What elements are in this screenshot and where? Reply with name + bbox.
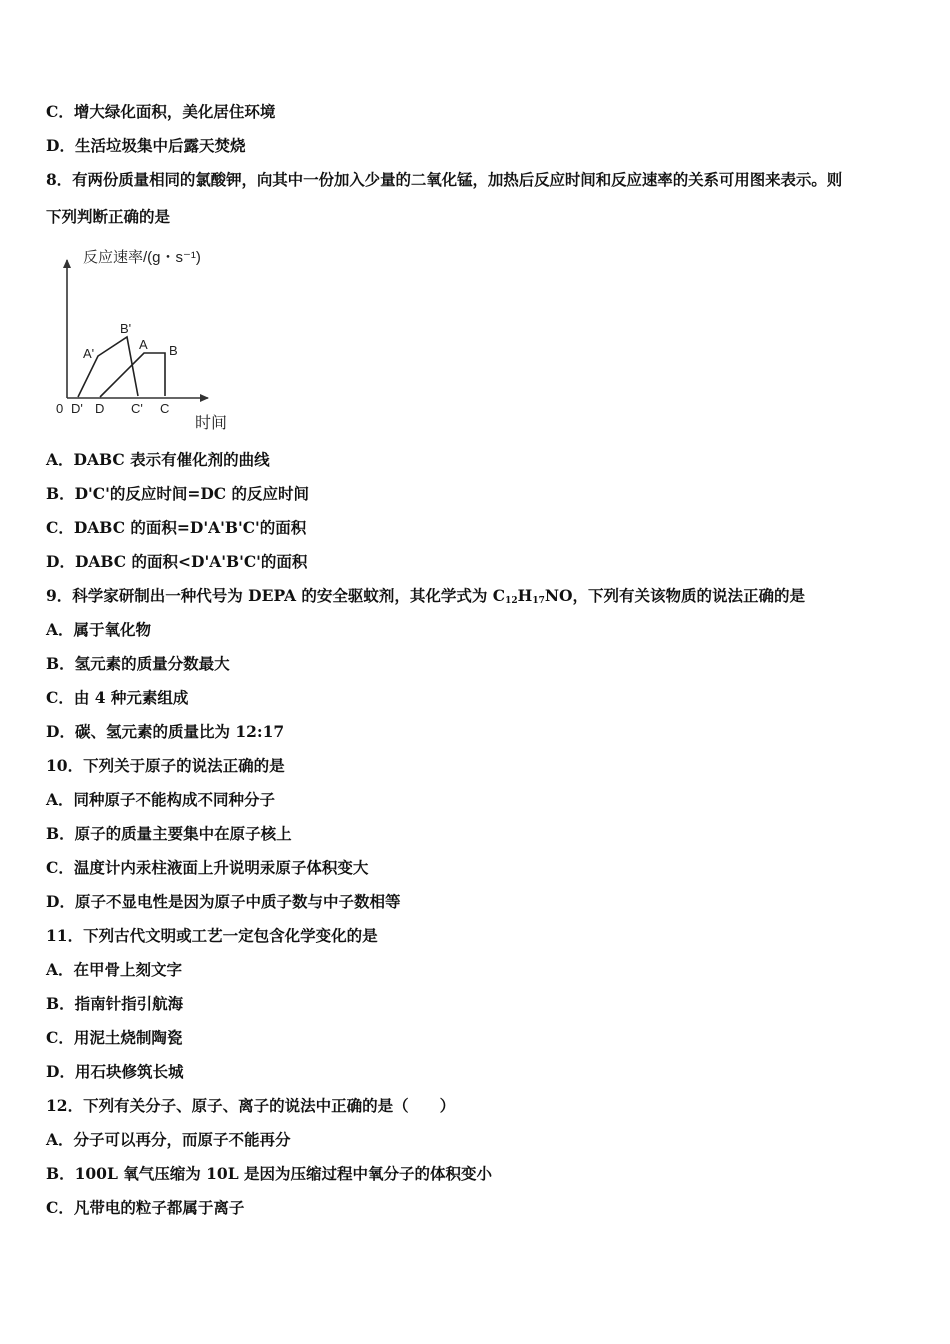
q11-option-b: B．指南针指引航海 — [46, 994, 184, 1013]
y-axis-label: 反应速率/(g・s⁻¹) — [83, 249, 201, 266]
q12-stem: 12．下列有关分子、原子、离子的说法中正确的是（ ） — [46, 1096, 456, 1115]
q9-option-a: A．属于氧化物 — [46, 620, 152, 639]
point-label-b-prime: B' — [120, 321, 132, 336]
q10-option-c: C．温度计内汞柱液面上升说明汞原子体积变大 — [46, 858, 369, 877]
q11-option-d: D．用石块修筑长城 — [46, 1062, 184, 1081]
curve-without-catalyst — [100, 353, 165, 397]
q8-option-d: D．DABC 的面积<D'A'B'C'的面积 — [46, 552, 308, 571]
point-label-b: B — [169, 343, 178, 358]
tick-label-d-prime: D' — [71, 401, 83, 416]
q10-option-a: A．同种原子不能构成不同种分子 — [46, 790, 276, 809]
q11-option-a: A．在甲骨上刻文字 — [46, 960, 183, 979]
q8-option-b: B．D'C'的反应时间=DC 的反应时间 — [46, 484, 310, 503]
q9-stem: 9．科学家研制出一种代号为 DEPA 的安全驱蚊剂，其化学式为 $C_{12}H_{17}NO$，下列有关该物质的说法正确的是 — [46, 586, 806, 606]
q10-option-b: B．原子的质量主要集中在原子核上 — [46, 824, 292, 843]
tick-label-origin: 0 — [56, 401, 64, 416]
q12-option-a: A．分子可以再分，而原子不能再分 — [46, 1130, 291, 1149]
q8-stem-line2: 下列判断正确的是 — [46, 207, 171, 226]
q8-option-c: C．DABC 的面积=D'A'B'C'的面积 — [46, 518, 307, 537]
q8-option-a: A．DABC 表示有催化剂的曲线 — [46, 450, 270, 469]
q9-option-b: B．氢元素的质量分数最大 — [46, 654, 230, 673]
q12-option-c: C．凡带电的粒子都属于离子 — [46, 1198, 245, 1217]
q7-option-d: D．生活垃圾集中后露天焚烧 — [46, 136, 246, 155]
q11-option-c: C．用泥土烧制陶瓷 — [46, 1028, 183, 1047]
q12-option-b: B．100L 氧气压缩为 10L 是因为压缩过程中氧分子的体积变小 — [46, 1164, 493, 1183]
q9-option-d: D．碳、氢元素的质量比为 12:17 — [46, 722, 285, 741]
q8-stem-line1: 8．有两份质量相同的氯酸钾，向其中一份加入少量的二氧化锰，加热后反应时间和反应速率的关系可用图来表示。则 — [46, 170, 843, 189]
tick-label-c: C — [160, 401, 170, 416]
q10-option-d: D．原子不显电性是因为原子中质子数与中子数相等 — [46, 892, 401, 911]
point-label-a: A — [139, 337, 148, 352]
q10-stem: 10．下列关于原子的说法正确的是 — [46, 756, 285, 775]
point-label-a-prime: A' — [83, 346, 95, 361]
x-axis-label: 时间 — [195, 415, 228, 432]
tick-label-d: D — [95, 401, 105, 416]
tick-label-c-prime: C' — [131, 401, 143, 416]
rate-time-chart — [50, 238, 250, 438]
q7-option-c: C．增大绿化面积，美化居住环境 — [46, 102, 276, 121]
q11-stem: 11．下列古代文明或工艺一定包含化学变化的是 — [46, 926, 378, 945]
q9-option-c: C．由 4 种元素组成 — [46, 688, 189, 707]
